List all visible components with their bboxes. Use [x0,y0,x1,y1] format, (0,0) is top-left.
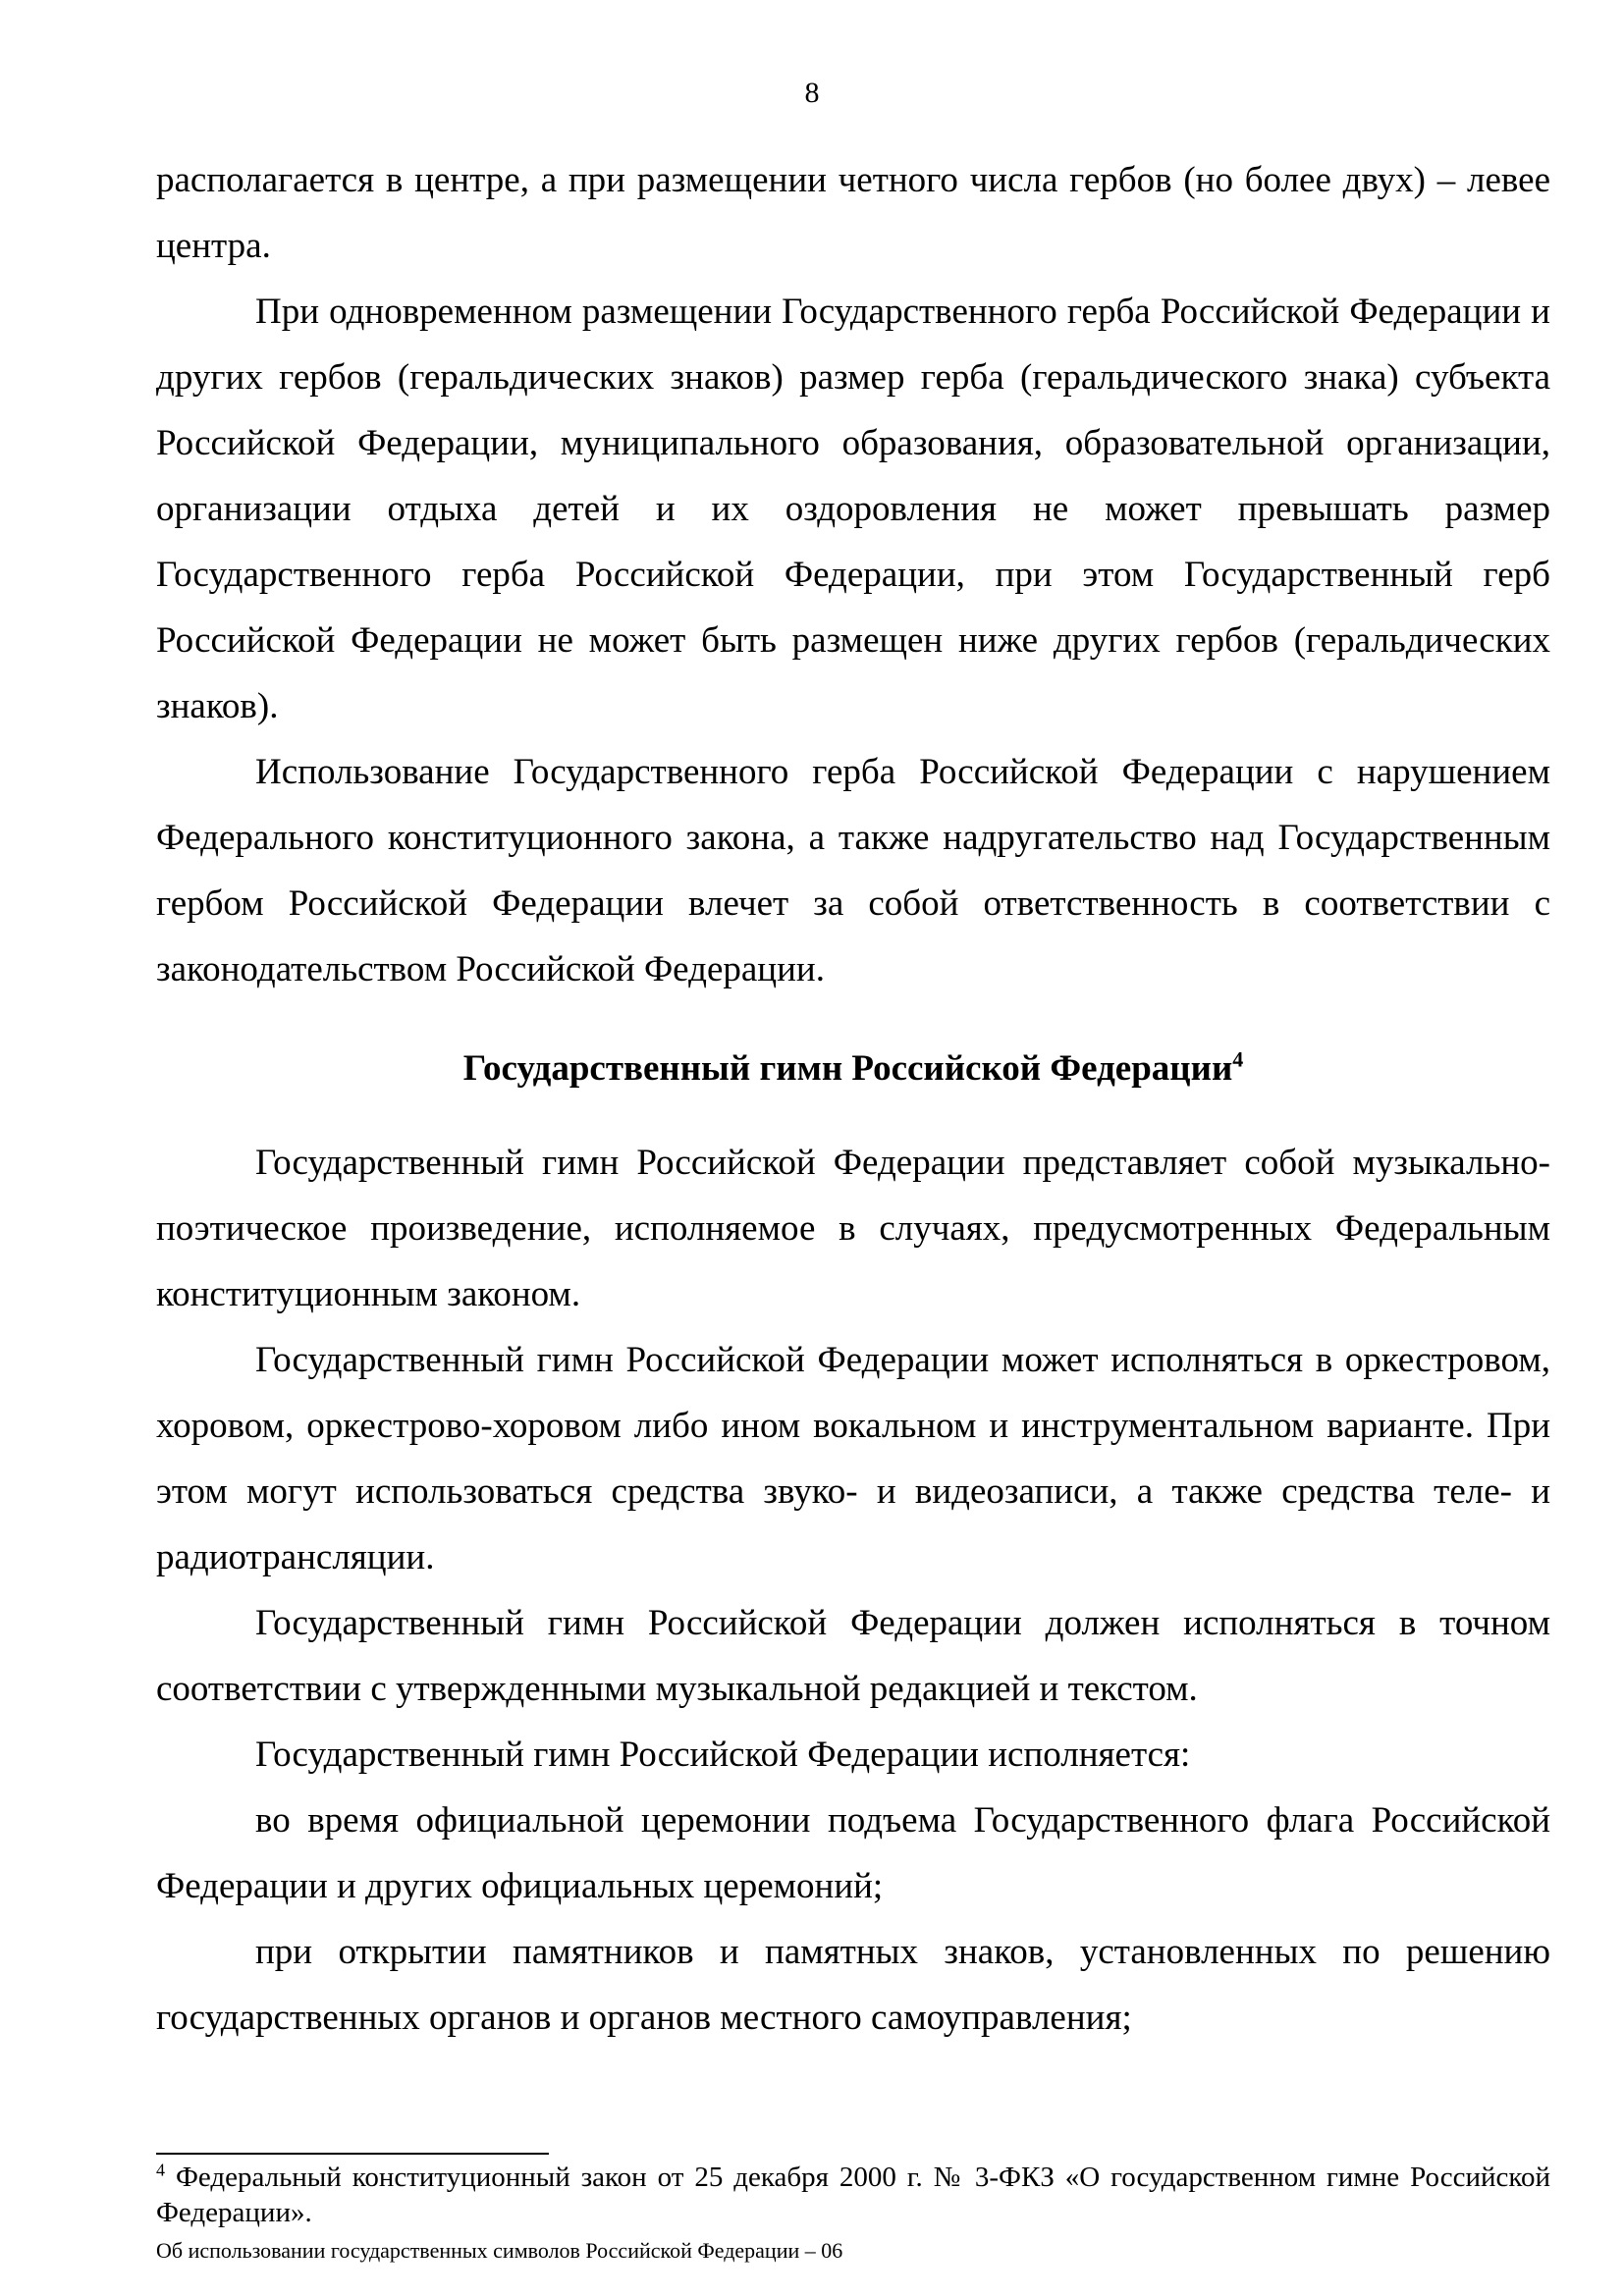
footnote-number: 4 [156,2160,165,2180]
page-number: 8 [804,77,820,109]
section-heading-text: Государственный гимн Российской Федерации [462,1048,1233,1089]
paragraph: Государственный гимн Российской Федерации представляет собой музыкально-поэтическое произведение, исполняемое в случаях, предусмотренных Федеральным конституционным законом. [156,1143,1550,1314]
document-body [156,147,1550,2051]
footnote-separator [156,2153,549,2155]
paragraph: Государственный гимн Российской Федерации может исполняться в оркестровом, хоровом, оркестрово-хоровом либо ином вокальном и инструментальном варианте. При этом могут использоваться средства звуко- и видеозаписи, а также средства теле- и радиотрансляции. [156,1340,1550,1577]
paragraph: Использование Государственного герба Российской Федерации с нарушением Федерального конституционного закона, а также надругательство над Государственным гербом Российской Федерации влечет за собой ответственность в соответствии с законодательством Российской Федерации. [156,752,1550,989]
footnote-text: Федеральный конституционный закон от 25 декабря 2000 г. № 3-ФКЗ «О государственном гимне Российской Федерации». [156,2162,1551,2228]
list-item: при открытии памятников и памятных знаков, установленных по решению государственных органов и органов местного самоуправления; [156,1932,1550,2038]
paragraph: располагается в центре, а при размещении четного числа гербов (но более двух) – левее центра. [156,160,1550,266]
paragraph: Государственный гимн Российской Федерации должен исполняться в точном соответствии с утвержденными музыкальной редакцией и текстом. [156,1603,1550,1709]
paragraph: При одновременном размещении Государственного герба Российской Федерации и других гербов (геральдических знаков) размер герба (геральдического знака) субъекта Российской Федерации, муниципального образования, образовательной организации, организации отдыха детей и их оздоровления не может превышать размер Государственного герба Российской Федерации, при этом Государственный герб Российской Федерации не может быть размещен ниже других гербов (геральдических знаков). [156,292,1550,726]
list-item: во время официальной церемонии подъема Государственного флага Российской Федерации и других официальных церемоний; [156,1800,1550,1906]
paragraph: Государственный гимн Российской Федерации исполняется: [255,1735,1191,1775]
footnote-reference[interactable]: 4 [1232,1046,1244,1072]
footnote [156,2160,1550,2230]
document-footer: Об использовании государственных символов Российской Федерации – 06 [156,2238,843,2263]
section-heading [156,1036,1550,1101]
